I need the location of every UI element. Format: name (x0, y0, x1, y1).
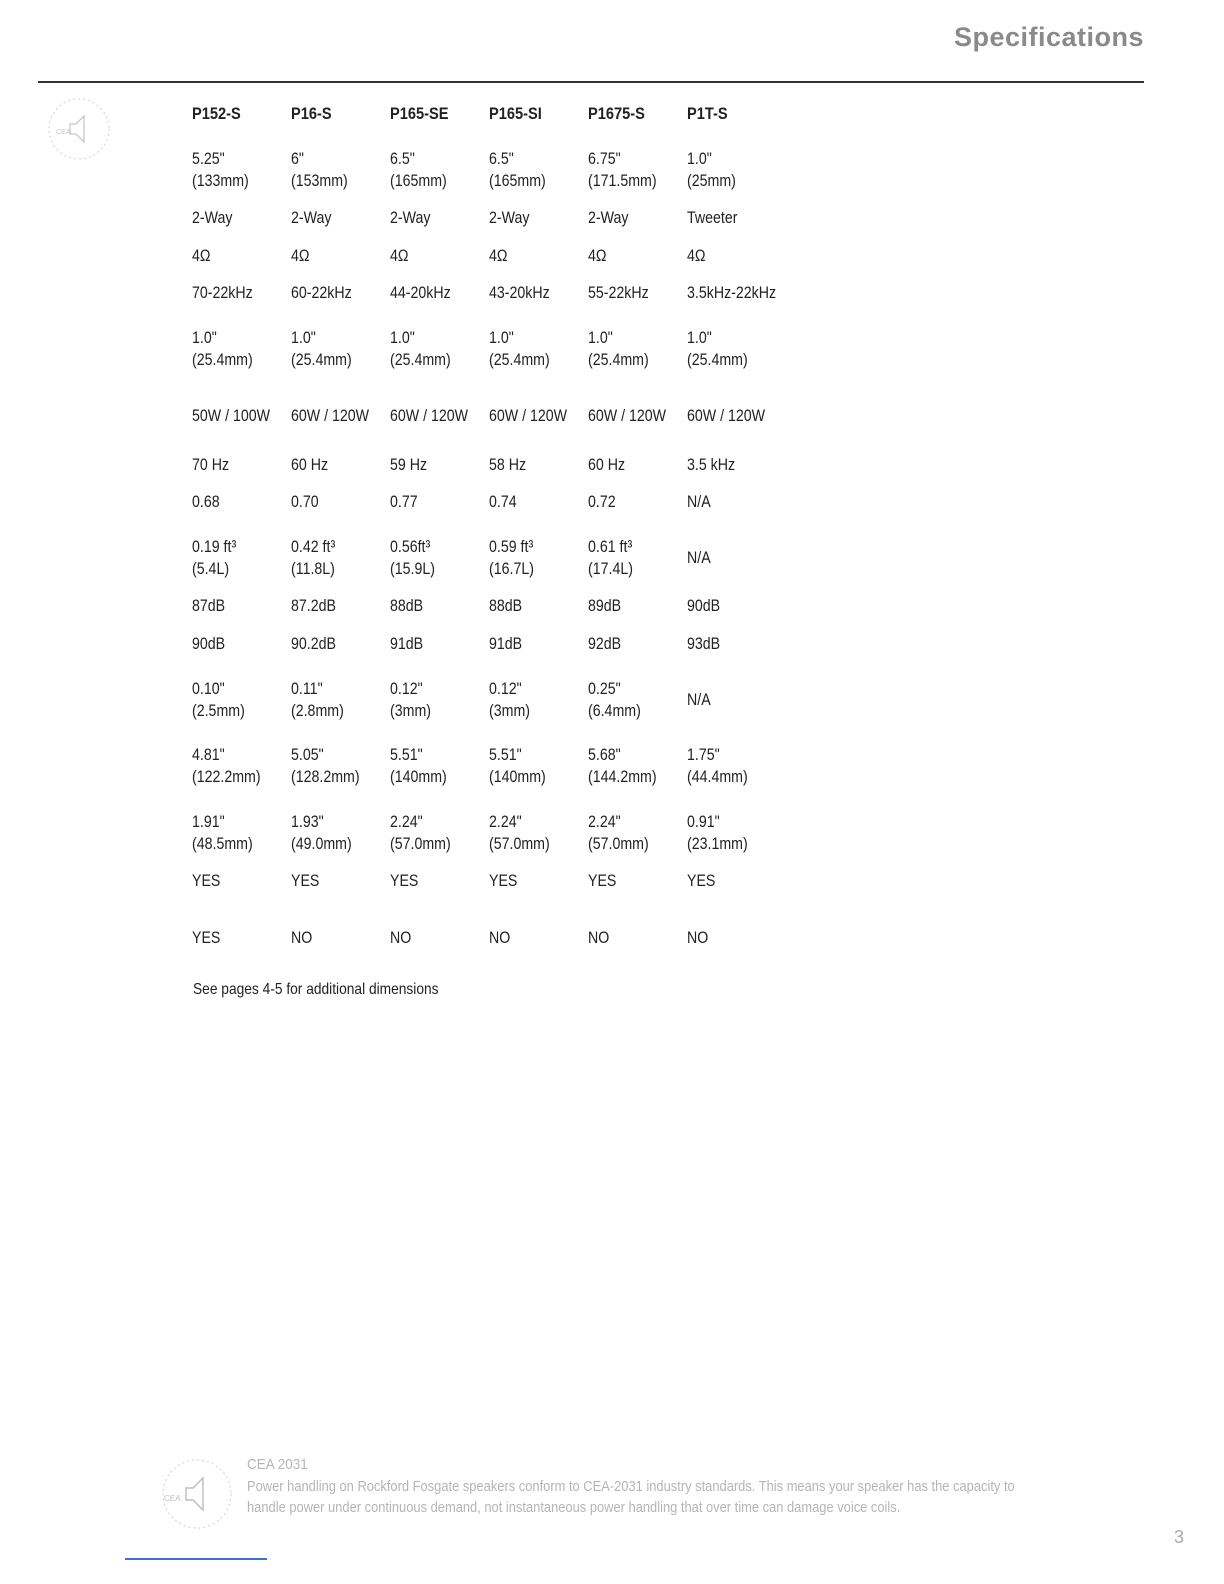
spec-cell-line: NO (588, 929, 610, 947)
spec-cell-line: 0.12" (489, 680, 522, 698)
spec-cell-line: (11.8L) (291, 560, 335, 578)
spec-cell-line: 90dB (192, 635, 226, 653)
spec-cell-line: (25.4mm) (588, 351, 649, 369)
spec-cell (192, 148, 249, 192)
spec-cell (291, 811, 352, 855)
spec-cell (588, 245, 607, 267)
spec-cell-line: (2.5mm) (192, 702, 245, 720)
spec-cell (687, 595, 720, 617)
spec-cell (687, 327, 748, 371)
spec-cell-line: 1.0" (192, 329, 217, 347)
spec-cell-line: (25.4mm) (489, 351, 550, 369)
spec-cell (687, 282, 776, 304)
spec-cell-line: (23.1mm) (687, 835, 748, 853)
spec-cell-line: 55-22kHz (588, 284, 649, 302)
spec-cell (489, 282, 550, 304)
spec-cell-line: (6.4mm) (588, 702, 641, 720)
spec-cell (192, 491, 220, 513)
spec-cell (390, 927, 411, 949)
spec-cell-line: 2-Way (489, 209, 530, 227)
spec-cell (192, 811, 253, 855)
spec-cell-line: NO (489, 929, 511, 947)
spec-cell (588, 282, 649, 304)
spec-cell (489, 595, 522, 617)
spec-cell (390, 536, 435, 580)
spec-cell-line: 2.24" (390, 813, 423, 831)
spec-cell-line: 0.77 (390, 493, 418, 511)
spec-cell-line: 5.05" (291, 746, 324, 764)
spec-cell (192, 744, 261, 788)
spec-cell (588, 744, 657, 788)
spec-cell-line: (171.5mm) (588, 172, 657, 190)
spec-cell (687, 405, 765, 427)
spec-cell-line: 91dB (489, 635, 523, 653)
spec-cell (588, 927, 609, 949)
spec-cell-line: (165mm) (489, 172, 546, 190)
spec-cell-line: 6.75" (588, 150, 621, 168)
model-header-p165-se: P165-SE (390, 104, 449, 123)
spec-cell-line: (25.4mm) (390, 351, 451, 369)
dimensions-note: See pages 4-5 for additional dimensions (193, 981, 439, 998)
spec-cell-line: 4Ω (489, 247, 508, 265)
spec-cell-line: (25.4mm) (687, 351, 748, 369)
spec-cell-line: 3.5 kHz (687, 456, 736, 474)
spec-cell-line: (17.4L) (588, 560, 633, 578)
spec-cell (390, 454, 427, 476)
spec-cell-line: 50W / 100W (192, 407, 271, 425)
spec-cell-line: 0.11" (291, 680, 323, 698)
svg-text:CEA: CEA (164, 1494, 181, 1503)
spec-cell-line: YES (390, 872, 419, 890)
spec-cell (489, 327, 550, 371)
spec-cell (687, 811, 748, 855)
spec-cell (588, 536, 633, 580)
spec-cell-line: 2-Way (192, 209, 233, 227)
spec-cell (489, 678, 530, 722)
spec-cell-line: 59 Hz (390, 456, 428, 474)
page-number: 3 (1173, 1527, 1184, 1547)
spec-cell-line: N/A (687, 549, 711, 567)
spec-cell-line: (57.0mm) (489, 835, 550, 853)
spec-cell-line: 1.0" (588, 329, 613, 347)
model-header-p1t-s: P1T-S (687, 104, 728, 123)
spec-cell (687, 454, 735, 476)
spec-cell (291, 536, 335, 580)
spec-cell (687, 547, 711, 569)
spec-cell (291, 595, 336, 617)
spec-cell (291, 927, 312, 949)
spec-cell-line: 89dB (588, 597, 622, 615)
spec-cell (489, 207, 529, 229)
spec-cell-line: YES (687, 872, 716, 890)
spec-cell-line: 70-22kHz (192, 284, 253, 302)
spec-cell-line: (44.4mm) (687, 768, 748, 786)
spec-cell-line: 5.51" (390, 746, 423, 764)
spec-cell (291, 148, 348, 192)
spec-cell-line: YES (192, 929, 221, 947)
spec-cell-line: 0.70 (291, 493, 319, 511)
spec-cell-line: 92dB (588, 635, 622, 653)
spec-cell-line: 3.5kHz-22kHz (687, 284, 777, 302)
spec-cell (489, 454, 526, 476)
model-header-p1675-s: P1675-S (588, 104, 645, 123)
spec-cell (390, 633, 423, 655)
spec-cell-line: 2.24" (489, 813, 522, 831)
spec-cell-line: 6.5" (489, 150, 514, 168)
spec-cell (687, 207, 737, 229)
spec-cell-line: (122.2mm) (192, 768, 261, 786)
spec-cell (192, 405, 270, 427)
spec-cell (489, 245, 508, 267)
spec-cell (687, 744, 748, 788)
spec-cell-line: 43-20kHz (489, 284, 550, 302)
spec-cell-line: 2-Way (588, 209, 629, 227)
spec-cell-line: (144.2mm) (588, 768, 657, 786)
spec-cell (291, 744, 360, 788)
spec-cell-line: YES (192, 872, 221, 890)
spec-cell-line: 4Ω (192, 247, 211, 265)
spec-cell-line: YES (291, 872, 320, 890)
spec-cell-line: 87dB (192, 597, 226, 615)
spec-cell (687, 870, 715, 892)
spec-cell-line: 1.0" (390, 329, 415, 347)
spec-cell-line: 4Ω (390, 247, 409, 265)
spec-cell-line: (128.2mm) (291, 768, 360, 786)
spec-cell-line: (48.5mm) (192, 835, 253, 853)
spec-cell-line: 0.59 ft³ (489, 538, 534, 556)
spec-cell-line: (25.4mm) (291, 351, 352, 369)
spec-cell-line: 0.10" (192, 680, 225, 698)
spec-cell (687, 148, 736, 192)
spec-cell-line: 4Ω (687, 247, 706, 265)
spec-cell-line: 58 Hz (489, 456, 527, 474)
spec-cell-line: (133mm) (192, 172, 249, 190)
spec-cell-line: (25mm) (687, 172, 736, 190)
spec-cell (687, 927, 708, 949)
spec-cell (489, 633, 522, 655)
spec-cell-line: 70 Hz (192, 456, 230, 474)
spec-cell-line: 1.0" (489, 329, 514, 347)
spec-cell-line: 90dB (687, 597, 721, 615)
spec-cell-line: Tweeter (687, 209, 738, 227)
spec-cell-line: 88dB (489, 597, 523, 615)
spec-cell-line: 1.0" (687, 329, 712, 347)
model-header-p165-si: P165-SI (489, 104, 542, 123)
spec-cell-line: 2-Way (291, 209, 332, 227)
spec-cell (390, 327, 451, 371)
spec-cell (291, 405, 369, 427)
spec-cell-line: (5.4L) (192, 560, 230, 578)
spec-cell (291, 633, 336, 655)
footer-title: CEA 2031 (247, 1456, 308, 1473)
spec-cell (489, 870, 517, 892)
spec-cell (390, 678, 431, 722)
spec-cell (390, 148, 447, 192)
spec-cell (390, 207, 430, 229)
spec-cell (291, 282, 352, 304)
spec-cell-line: 60 Hz (291, 456, 329, 474)
loudspeaker-standard-seal-icon (46, 96, 112, 162)
spec-cell-line: (49.0mm) (291, 835, 352, 853)
spec-cell-line: 60W / 120W (588, 407, 667, 425)
spec-cell (588, 327, 649, 371)
spec-cell (489, 491, 517, 513)
spec-cell-line: YES (489, 872, 518, 890)
spec-cell (291, 870, 319, 892)
spec-cell-line: 91dB (390, 635, 424, 653)
spec-cell-line: 60W / 120W (489, 407, 568, 425)
link-underline (125, 1558, 267, 1560)
spec-cell-line: (153mm) (291, 172, 348, 190)
model-header-p16-s: P16-S (291, 104, 332, 123)
spec-cell-line: 1.93" (291, 813, 324, 831)
spec-cell (291, 245, 310, 267)
footer-body: Power handling on Rockford Fosgate speakers conform to CEA-2031 industry standards. This means your speaker has the capacity to handle power under continuous demand, not instantaneous power handling that over time can damage voice coils. (247, 1478, 1015, 1516)
spec-cell (588, 405, 666, 427)
spec-cell (192, 927, 220, 949)
spec-cell-line: (140mm) (489, 768, 546, 786)
spec-cell-line: 0.56ft³ (390, 538, 431, 556)
spec-cell (192, 678, 245, 722)
spec-cell (687, 633, 720, 655)
spec-cell (687, 245, 706, 267)
spec-cell (588, 678, 641, 722)
spec-cell (192, 536, 236, 580)
spec-cell (192, 454, 229, 476)
spec-cell-line: 93dB (687, 635, 721, 653)
spec-cell (291, 327, 352, 371)
spec-cell-line: YES (588, 872, 617, 890)
spec-cell (192, 207, 232, 229)
spec-cell (390, 405, 468, 427)
spec-cell-line: (57.0mm) (588, 835, 649, 853)
spec-cell (291, 454, 328, 476)
spec-cell-line: (15.9L) (390, 560, 435, 578)
spec-cell (390, 811, 451, 855)
spec-cell-line: 0.25" (588, 680, 621, 698)
spec-cell-line: 90.2dB (291, 635, 336, 653)
spec-cell-line: 0.19 ft³ (192, 538, 237, 556)
spec-cell-line: 1.0" (687, 150, 712, 168)
spec-cell (588, 595, 621, 617)
spec-cell (489, 811, 550, 855)
spec-cell (390, 282, 451, 304)
spec-cell-line: 60W / 120W (687, 407, 766, 425)
spec-cell-line: 60W / 120W (291, 407, 370, 425)
spec-cell (390, 491, 418, 513)
spec-cell (489, 744, 546, 788)
spec-cell-line: 60W / 120W (390, 407, 469, 425)
spec-cell-line: 0.72 (588, 493, 616, 511)
spec-cell-line: (3mm) (489, 702, 530, 720)
spec-cell-line: (165mm) (390, 172, 447, 190)
spec-cell (588, 454, 625, 476)
spec-cell-line: 5.51" (489, 746, 522, 764)
spec-cell (588, 811, 649, 855)
spec-cell (489, 148, 546, 192)
cea-2031-seal-icon (158, 1455, 236, 1533)
spec-cell (192, 327, 253, 371)
spec-cell (390, 245, 409, 267)
spec-cell (588, 870, 616, 892)
header-rule (38, 81, 1144, 83)
spec-cell-line: 0.12" (390, 680, 423, 698)
spec-cell-line: 87.2dB (291, 597, 336, 615)
spec-cell-line: 5.68" (588, 746, 621, 764)
spec-cell-line: 4Ω (291, 247, 310, 265)
spec-cell-line: 2-Way (390, 209, 431, 227)
spec-cell (588, 148, 657, 192)
spec-cell-line: (57.0mm) (390, 835, 451, 853)
spec-cell (687, 689, 711, 711)
page-title: Specifications (953, 22, 1144, 52)
spec-cell-line: 44-20kHz (390, 284, 451, 302)
spec-cell (489, 405, 567, 427)
spec-cell (588, 207, 628, 229)
spec-cell (489, 927, 510, 949)
model-header-p152-s: P152-S (192, 104, 241, 123)
spec-cell-line: (2.8mm) (291, 702, 344, 720)
spec-cell (291, 207, 331, 229)
spec-cell-line: 4.81" (192, 746, 225, 764)
spec-cell-line: NO (390, 929, 412, 947)
spec-cell (687, 491, 711, 513)
spec-cell (291, 491, 319, 513)
spec-cell (192, 245, 211, 267)
spec-cell-line: NO (291, 929, 313, 947)
spec-cell-line: (16.7L) (489, 560, 534, 578)
spec-cell-line: 0.91" (687, 813, 720, 831)
spec-cell-line: 6" (291, 150, 304, 168)
spec-cell (390, 870, 418, 892)
spec-cell-line: (3mm) (390, 702, 431, 720)
spec-cell-line: 1.91" (192, 813, 225, 831)
spec-cell-line: N/A (687, 691, 711, 709)
spec-cell-line: 0.68 (192, 493, 220, 511)
spec-cell-line: 60 Hz (588, 456, 626, 474)
spec-cell (588, 491, 616, 513)
spec-cell-line: 1.0" (291, 329, 316, 347)
spec-cell (588, 633, 621, 655)
svg-text:CEA: CEA (56, 129, 71, 136)
spec-cell (390, 595, 423, 617)
spec-cell-line: 4Ω (588, 247, 607, 265)
spec-cell-line: N/A (687, 493, 711, 511)
spec-cell-line: (140mm) (390, 768, 447, 786)
spec-cell-line: (25.4mm) (192, 351, 253, 369)
spec-cell-line: 6.5" (390, 150, 415, 168)
spec-cell-line: 5.25" (192, 150, 225, 168)
spec-cell-line: 2.24" (588, 813, 621, 831)
cea-footer (247, 1456, 1127, 1518)
spec-cell-line: 60-22kHz (291, 284, 352, 302)
spec-cell-line: 1.75" (687, 746, 720, 764)
spec-cell (192, 870, 220, 892)
spec-cell-line: 0.42 ft³ (291, 538, 336, 556)
spec-cell (390, 744, 447, 788)
spec-cell-line: 0.61 ft³ (588, 538, 633, 556)
spec-cell (489, 536, 534, 580)
spec-cell-line: NO (687, 929, 709, 947)
spec-cell (291, 678, 344, 722)
spec-cell-line: 88dB (390, 597, 424, 615)
spec-cell (192, 282, 253, 304)
spec-cell-line: 0.74 (489, 493, 517, 511)
spec-cell (192, 633, 225, 655)
spec-cell (192, 595, 225, 617)
